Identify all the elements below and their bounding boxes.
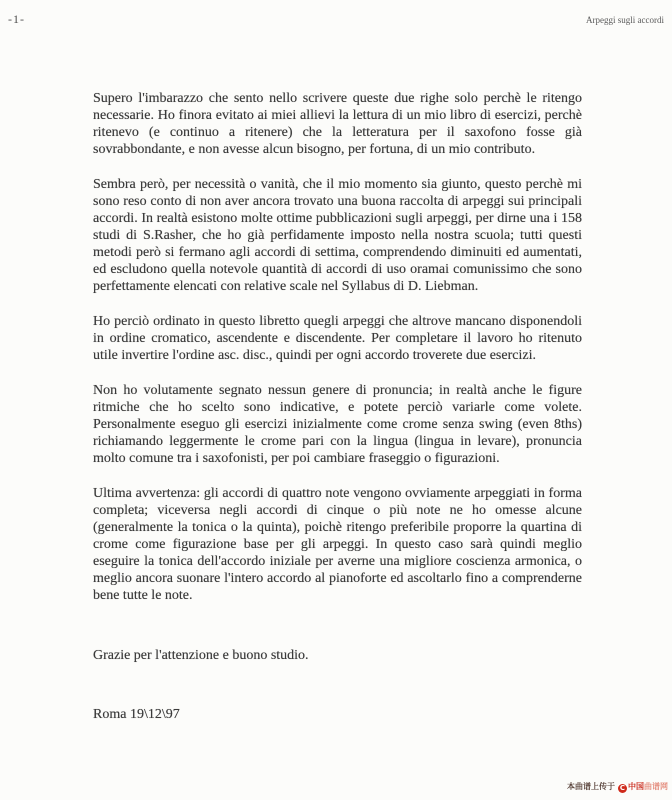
watermark-logo-icon: C <box>619 784 626 792</box>
watermark-site-suffix: 曲谱网 <box>644 782 668 791</box>
watermark-upload-text: 本曲谱上传于 <box>567 782 615 791</box>
page-number: -1- <box>8 12 25 26</box>
closing-line: Grazie per l'attenzione e buono studio. <box>93 648 309 663</box>
paragraph-intro: Supero l'imbarazzo che sento nello scrivere queste due righe solo perchè le ritengo necessarie. Ho finora evitato ai miei allievi la lettura di un mio libro di esercizi, perchè ritenevo (e continuo a ritenere) che la letteratura per il saxofono fosse già sovrabbondante, e non avesse alcun bisogno, per fortuna, di un mio contributo. <box>93 91 582 157</box>
paragraph-pronuncia: Non ho volutamente segnato nessun genere di pronuncia; in realtà anche le figure ritmiche che ho scelto sono indicative, e potete perciò variarle come volete. Personalmente eseguo gli esercizi inizialmente come crome senza swing (even 8ths) richiamando leggermente le crome pari con la lingua (lingua in levare), pronuncia molto comune tra i saxofonisti, per poi cambiare fraseggio o figurazioni. <box>93 383 582 466</box>
paragraph-motivation: Sembra però, per necessità o vanità, che il mio momento sia giunto, questo perchè mi sono reso conto di non aver ancora trovato una buona raccolta di arpeggi sui principali accordi. In realtà esistono molte ottime pubblicazioni sugli arpeggi, per dirne una i 158 studi di S.Rasher, che ho già perfidamente imposto nella nostra scuola; tutti questi metodi però si fermano agli accordi di settima, comprendendo diminuiti ed aumentati, ed escludono quella notevole quantità di accordi di uso oramai comunissimo che sono perfettamente elencati con relative scale nel Syllabus di D. Liebman. <box>93 177 582 294</box>
paragraph-avvertenza: Ultima avvertenza: gli accordi di quattro note vengono ovviamente arpeggiati in forma completa; viceversa negli accordi di cinque o più note ne ho omesse alcune (generalmente la tonica o la quinta), poichè ritengo preferibile proporre la quartina di crome come figurazione base per gli arpeggi. In questo caso sarà quindi meglio eseguire la tonica dell'accordo iniziale per averne una migliore coscienza armonica, o meglio ancora suonare l'intero accordo al pianoforte ed ascoltarlo fino a comprenderne bene tutte le note. <box>93 486 582 603</box>
paragraph-ordering: Ho perciò ordinato in questo libretto quegli arpeggi che altrove mancano disponendoli in ordine cromatico, ascendente e discendente. Per completare il lavoro ho ritenuto utile invertire l'ordine asc. disc., quindi per ogni accordo troverete due esercizi. <box>93 314 582 363</box>
date-place-line: Roma 19\12\97 <box>93 707 180 722</box>
running-title: Arpeggi sugli accordi <box>586 15 664 25</box>
watermark-site-name: 中国 <box>628 782 644 791</box>
watermark <box>567 782 668 793</box>
document-body <box>93 90 582 723</box>
